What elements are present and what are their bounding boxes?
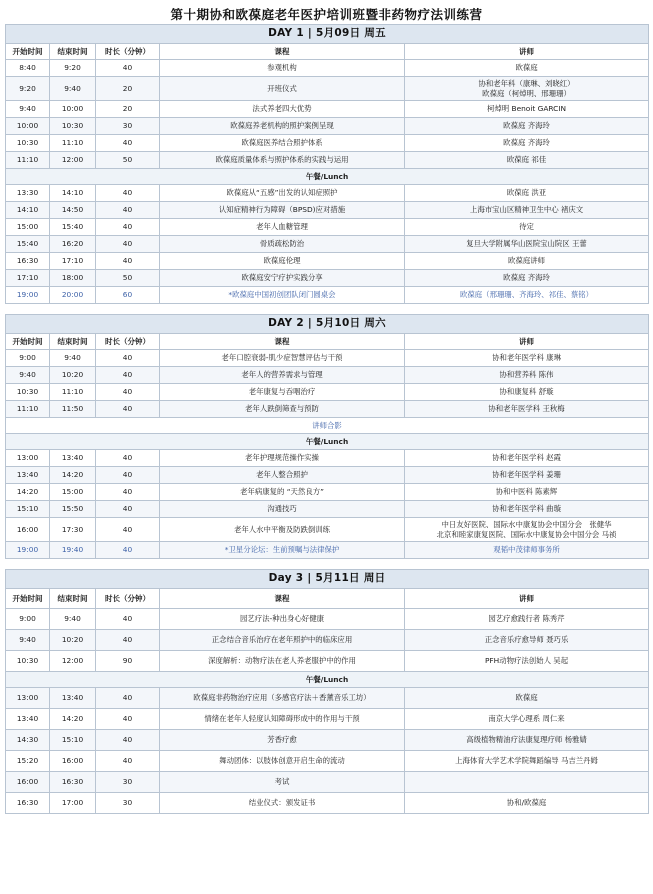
teacher-line: 欧葆庭 xyxy=(515,63,538,73)
end-time: 9:40 xyxy=(50,350,96,367)
table-row xyxy=(6,484,649,501)
table-row xyxy=(6,467,649,484)
end-time: 14:10 xyxy=(50,185,96,202)
start-time: 13:00 xyxy=(6,450,50,467)
duration: 40 xyxy=(96,367,160,384)
column-header: 课程 xyxy=(160,44,405,60)
duration: 90 xyxy=(96,651,160,672)
start-time: 15:40 xyxy=(6,236,50,253)
course-name: 老年人血糖管理 xyxy=(160,219,405,236)
day-gap xyxy=(5,559,648,569)
column-header: 时长（分钟） xyxy=(96,44,160,60)
table-row xyxy=(6,202,649,219)
end-time: 15:40 xyxy=(50,219,96,236)
teacher xyxy=(405,287,649,304)
teacher-line: 协和老年医学科 曲璇 xyxy=(492,504,561,514)
start-time: 15:10 xyxy=(6,501,50,518)
table-row xyxy=(6,152,649,169)
course-name: 老年病康复的 “天然良方” xyxy=(160,484,405,501)
course-name: 欧葆庭非药物治疗应用（多感官疗法＋香薰音乐工坊） xyxy=(160,688,405,709)
duration: 20 xyxy=(96,77,160,101)
teacher-line: 正念音乐疗愈导师 聂巧乐 xyxy=(484,635,569,645)
teacher-line: 柯焯明 Benoit GARCIN xyxy=(486,104,567,114)
end-time: 11:10 xyxy=(50,135,96,152)
duration: 40 xyxy=(96,236,160,253)
start-time: 10:30 xyxy=(6,384,50,401)
duration: 40 xyxy=(96,60,160,77)
teacher-line: 欧葆庭（邢珊珊、齐海玲、祁佳、蔡铭） xyxy=(460,290,594,300)
teacher xyxy=(405,152,649,169)
course-name: 参观机构 xyxy=(160,60,405,77)
end-time: 9:40 xyxy=(50,609,96,630)
end-time: 17:30 xyxy=(50,518,96,542)
day-table xyxy=(5,24,649,304)
lunch-row xyxy=(6,672,649,688)
end-time: 20:00 xyxy=(50,287,96,304)
day-table xyxy=(5,314,649,559)
teacher xyxy=(405,101,649,118)
lunch-row xyxy=(6,434,649,450)
column-header: 结束时间 xyxy=(50,334,96,350)
duration: 40 xyxy=(96,484,160,501)
end-time: 15:50 xyxy=(50,501,96,518)
teacher xyxy=(405,135,649,152)
duration: 40 xyxy=(96,253,160,270)
end-time: 16:20 xyxy=(50,236,96,253)
course-name: 老年人跌倒筛查与预防 xyxy=(160,401,405,418)
duration: 40 xyxy=(96,688,160,709)
teacher-line: 待定 xyxy=(519,222,534,232)
column-header: 开始时间 xyxy=(6,44,50,60)
day-header-row xyxy=(6,315,649,334)
photo-row xyxy=(6,418,649,434)
duration: 30 xyxy=(96,772,160,793)
teacher xyxy=(405,501,649,518)
start-time: 9:00 xyxy=(6,350,50,367)
end-time: 10:20 xyxy=(50,630,96,651)
teacher xyxy=(405,270,649,287)
start-time: 15:00 xyxy=(6,219,50,236)
start-time: 19:00 xyxy=(6,542,50,559)
duration: 40 xyxy=(96,384,160,401)
lunch-row xyxy=(6,169,649,185)
start-time: 10:30 xyxy=(6,135,50,152)
course-name: 结业仪式：颁发证书 xyxy=(160,793,405,814)
end-time: 11:10 xyxy=(50,384,96,401)
teacher-line: 欧葆庭 齐海玲 xyxy=(503,273,550,283)
table-row xyxy=(6,518,649,542)
table-row xyxy=(6,542,649,559)
end-time: 10:30 xyxy=(50,118,96,135)
duration: 40 xyxy=(96,185,160,202)
column-header-row xyxy=(6,589,649,609)
teacher-line: 欧葆庭 齐海玲 xyxy=(503,138,550,148)
duration: 40 xyxy=(96,751,160,772)
table-row xyxy=(6,793,649,814)
duration: 40 xyxy=(96,135,160,152)
start-time: 9:40 xyxy=(6,101,50,118)
course-name: 老年护理规范操作实操 xyxy=(160,450,405,467)
column-header: 开始时间 xyxy=(6,334,50,350)
teacher-line: 协和老年医学科 赵霞 xyxy=(492,453,561,463)
course-name: 深度解析：动物疗法在老人养老服护中的作用 xyxy=(160,651,405,672)
course-name: 欧葆庭医养结合照护体系 xyxy=(160,135,405,152)
start-time: 13:00 xyxy=(6,688,50,709)
table-row xyxy=(6,609,649,630)
day-header: Day 3 | 5月11日 周日 xyxy=(6,570,649,589)
teacher xyxy=(405,450,649,467)
duration: 40 xyxy=(96,450,160,467)
duration: 40 xyxy=(96,401,160,418)
teacher xyxy=(405,751,649,772)
start-time: 11:10 xyxy=(6,152,50,169)
start-time: 9:40 xyxy=(6,367,50,384)
start-time: 16:00 xyxy=(6,518,50,542)
start-time: 9:40 xyxy=(6,630,50,651)
table-row xyxy=(6,688,649,709)
start-time: 14:30 xyxy=(6,730,50,751)
end-time: 13:40 xyxy=(50,688,96,709)
table-row xyxy=(6,651,649,672)
teacher xyxy=(405,118,649,135)
table-row xyxy=(6,219,649,236)
table-row xyxy=(6,101,649,118)
column-header: 结束时间 xyxy=(50,589,96,609)
course-name: 认知症精神行为障碍（BPSD)应对措施 xyxy=(160,202,405,219)
teacher xyxy=(405,609,649,630)
teacher-line: 园艺疗愈践行者 陈秀芹 xyxy=(488,614,565,624)
column-header: 讲师 xyxy=(405,44,649,60)
start-time: 8:40 xyxy=(6,60,50,77)
duration: 40 xyxy=(96,219,160,236)
duration: 40 xyxy=(96,350,160,367)
teacher xyxy=(405,542,649,559)
table-row xyxy=(6,287,649,304)
teacher xyxy=(405,467,649,484)
start-time: 10:30 xyxy=(6,651,50,672)
table-row xyxy=(6,270,649,287)
duration: 40 xyxy=(96,709,160,730)
column-header: 课程 xyxy=(160,589,405,609)
start-time: 17:10 xyxy=(6,270,50,287)
lunch-label: 午餐/Lunch xyxy=(6,672,649,688)
teacher-line: 上海体育大学艺术学院舞蹈编导 马吉兰丹姆 xyxy=(455,756,598,766)
end-time: 14:20 xyxy=(50,709,96,730)
day-header: DAY 1 | 5月09日 周五 xyxy=(6,25,649,44)
teacher xyxy=(405,219,649,236)
table-row xyxy=(6,185,649,202)
course-name: 老年人水中平衡及防跌倒训练 xyxy=(160,518,405,542)
start-time: 14:20 xyxy=(6,484,50,501)
end-time: 15:00 xyxy=(50,484,96,501)
teacher-line: 欧葆庭 xyxy=(515,693,538,703)
day-header-row xyxy=(6,25,649,44)
start-time: 13:40 xyxy=(6,467,50,484)
start-time: 16:30 xyxy=(6,253,50,270)
end-time: 14:20 xyxy=(50,467,96,484)
end-time: 14:50 xyxy=(50,202,96,219)
table-row xyxy=(6,450,649,467)
end-time: 12:00 xyxy=(50,651,96,672)
teacher xyxy=(405,688,649,709)
teacher xyxy=(405,202,649,219)
teacher xyxy=(405,518,649,542)
course-name: 园艺疗法-种出身心好健康 xyxy=(160,609,405,630)
table-row xyxy=(6,118,649,135)
teacher xyxy=(405,350,649,367)
course-name: 老年口腔衰弱-肌少症智慧评估与干预 xyxy=(160,350,405,367)
teacher-line: 欧葆庭（柯焯明、邢珊珊） xyxy=(482,88,571,98)
table-row xyxy=(6,709,649,730)
teacher-line: 中日友好医院、国际水中康复协会中国分会 张健华 xyxy=(441,520,612,530)
column-header: 结束时间 xyxy=(50,44,96,60)
end-time: 10:20 xyxy=(50,367,96,384)
day-gap xyxy=(5,304,648,314)
duration: 40 xyxy=(96,730,160,751)
start-time: 10:00 xyxy=(6,118,50,135)
lunch-label: 午餐/Lunch xyxy=(6,434,649,450)
schedule-sheet xyxy=(5,6,648,814)
course-name: 法式养老四大优势 xyxy=(160,101,405,118)
start-time: 13:40 xyxy=(6,709,50,730)
teacher xyxy=(405,60,649,77)
table-row xyxy=(6,60,649,77)
column-header: 讲师 xyxy=(405,334,649,350)
start-time: 15:20 xyxy=(6,751,50,772)
start-time: 16:30 xyxy=(6,793,50,814)
table-row xyxy=(6,730,649,751)
end-time: 17:10 xyxy=(50,253,96,270)
course-name: 考试 xyxy=(160,772,405,793)
teacher-line: 协和老年医学科 康琳 xyxy=(492,353,561,363)
duration: 30 xyxy=(96,118,160,135)
day-table xyxy=(5,569,649,814)
lunch-label: 午餐/Lunch xyxy=(6,169,649,185)
duration: 40 xyxy=(96,202,160,219)
table-row xyxy=(6,236,649,253)
duration: 50 xyxy=(96,270,160,287)
table-row xyxy=(6,772,649,793)
teacher xyxy=(405,651,649,672)
teacher-line: 欧葆庭 洪亚 xyxy=(506,188,547,198)
duration: 40 xyxy=(96,542,160,559)
end-time: 16:30 xyxy=(50,772,96,793)
teacher xyxy=(405,77,649,101)
teacher-line: 欧葆庭 齐海玲 xyxy=(503,121,550,131)
end-time: 18:00 xyxy=(50,270,96,287)
teacher-line: 南京大学心理系 周仁来 xyxy=(488,714,565,724)
start-time: 11:10 xyxy=(6,401,50,418)
teacher xyxy=(405,630,649,651)
teacher xyxy=(405,484,649,501)
start-time: 9:00 xyxy=(6,609,50,630)
teacher xyxy=(405,772,649,793)
teacher-line: 复旦大学附属华山医院宝山院区 王蕾 xyxy=(466,239,587,249)
end-time: 12:00 xyxy=(50,152,96,169)
course-name: *欧葆庭中国初创团队闭门圆桌会 xyxy=(160,287,405,304)
teacher-line: 欧葆庭 祁佳 xyxy=(506,155,547,165)
course-name: 芳香疗愈 xyxy=(160,730,405,751)
duration: 40 xyxy=(96,518,160,542)
column-header: 讲师 xyxy=(405,589,649,609)
day-header: DAY 2 | 5月10日 周六 xyxy=(6,315,649,334)
teacher-line: 协和中医科 陈素辉 xyxy=(495,487,558,497)
course-name: *卫星分论坛：生前预嘱与法律保护 xyxy=(160,542,405,559)
table-row xyxy=(6,384,649,401)
start-time: 9:20 xyxy=(6,77,50,101)
start-time: 16:00 xyxy=(6,772,50,793)
end-time: 11:50 xyxy=(50,401,96,418)
column-header: 时长（分钟） xyxy=(96,334,160,350)
teacher xyxy=(405,384,649,401)
table-row xyxy=(6,367,649,384)
duration: 20 xyxy=(96,101,160,118)
teacher xyxy=(405,793,649,814)
course-name: 欧葆庭伦理 xyxy=(160,253,405,270)
day-header-row xyxy=(6,570,649,589)
start-time: 14:10 xyxy=(6,202,50,219)
course-name: 开班仪式 xyxy=(160,77,405,101)
table-row xyxy=(6,401,649,418)
teacher-line: 协和老年科（康琳、刘晓红） xyxy=(478,79,575,89)
end-time: 17:00 xyxy=(50,793,96,814)
duration: 40 xyxy=(96,609,160,630)
teacher-line: 欧葆庭讲师 xyxy=(508,256,546,266)
teacher xyxy=(405,185,649,202)
course-name: 欧葆庭安宁疗护实践分享 xyxy=(160,270,405,287)
course-name: 欧葆庭质量体系与照护体系的实践与运用 xyxy=(160,152,405,169)
teacher xyxy=(405,730,649,751)
duration: 30 xyxy=(96,793,160,814)
teacher-line: 协和老年医学科 姜珊 xyxy=(492,470,561,480)
table-row xyxy=(6,630,649,651)
table-row xyxy=(6,751,649,772)
column-header: 课程 xyxy=(160,334,405,350)
duration: 40 xyxy=(96,630,160,651)
column-header: 时长（分钟） xyxy=(96,589,160,609)
column-header-row xyxy=(6,334,649,350)
teacher xyxy=(405,401,649,418)
teacher-line: 协和营养科 陈伟 xyxy=(499,370,554,380)
end-time: 10:00 xyxy=(50,101,96,118)
course-name: 老年人的营养需求与管理 xyxy=(160,367,405,384)
course-name: 正念结合音乐治疗在老年照护中的临床应用 xyxy=(160,630,405,651)
duration: 40 xyxy=(96,501,160,518)
end-time: 19:40 xyxy=(50,542,96,559)
teacher-line: 北京和睦家康复医院、国际水中康复协会中国分会 马祯 xyxy=(436,529,617,539)
course-name: 情绪在老年人轻度认知障碍形成中的作用与干预 xyxy=(160,709,405,730)
table-row xyxy=(6,501,649,518)
photo-label: 讲师合影 xyxy=(6,418,649,434)
course-name: 欧葆庭养老机构的照护案例呈现 xyxy=(160,118,405,135)
end-time: 15:10 xyxy=(50,730,96,751)
table-row xyxy=(6,77,649,101)
end-time: 9:20 xyxy=(50,60,96,77)
start-time: 19:00 xyxy=(6,287,50,304)
column-header-row xyxy=(6,44,649,60)
teacher-line: 高级植物精油疗法康复理疗师 杨雅婧 xyxy=(466,735,587,745)
teacher-line: 协和老年医学科 王秋梅 xyxy=(488,404,565,414)
end-time: 9:40 xyxy=(50,77,96,101)
schedule-days xyxy=(5,24,648,814)
teacher-line: 上海市宝山区精神卫生中心 褚庆文 xyxy=(469,205,584,215)
course-name: 欧葆庭从“五感”出发的认知症照护 xyxy=(160,185,405,202)
teacher xyxy=(405,253,649,270)
teacher-line: 观韬中茂律师事务所 xyxy=(493,545,560,555)
duration: 40 xyxy=(96,467,160,484)
teacher xyxy=(405,709,649,730)
course-name: 骨质疏松防治 xyxy=(160,236,405,253)
start-time: 13:30 xyxy=(6,185,50,202)
course-name: 舞动团体：以肢体创意开启生命的流动 xyxy=(160,751,405,772)
end-time: 13:40 xyxy=(50,450,96,467)
table-row xyxy=(6,350,649,367)
course-name: 沟通技巧 xyxy=(160,501,405,518)
teacher-line: 协和/欧葆庭 xyxy=(506,798,547,808)
column-header: 开始时间 xyxy=(6,589,50,609)
teacher xyxy=(405,367,649,384)
duration: 60 xyxy=(96,287,160,304)
teacher-line: 协和康复科 舒璇 xyxy=(499,387,554,397)
duration: 50 xyxy=(96,152,160,169)
course-name: 老年康复与吞咽治疗 xyxy=(160,384,405,401)
end-time: 16:00 xyxy=(50,751,96,772)
teacher-line: PFH动物疗法创始人 吴起 xyxy=(484,656,569,666)
page-title: 第十期协和欧葆庭老年医护培训班暨非药物疗法训练营 xyxy=(170,7,483,22)
course-name: 老年人整合照护 xyxy=(160,467,405,484)
table-row xyxy=(6,135,649,152)
table-row xyxy=(6,253,649,270)
teacher xyxy=(405,236,649,253)
